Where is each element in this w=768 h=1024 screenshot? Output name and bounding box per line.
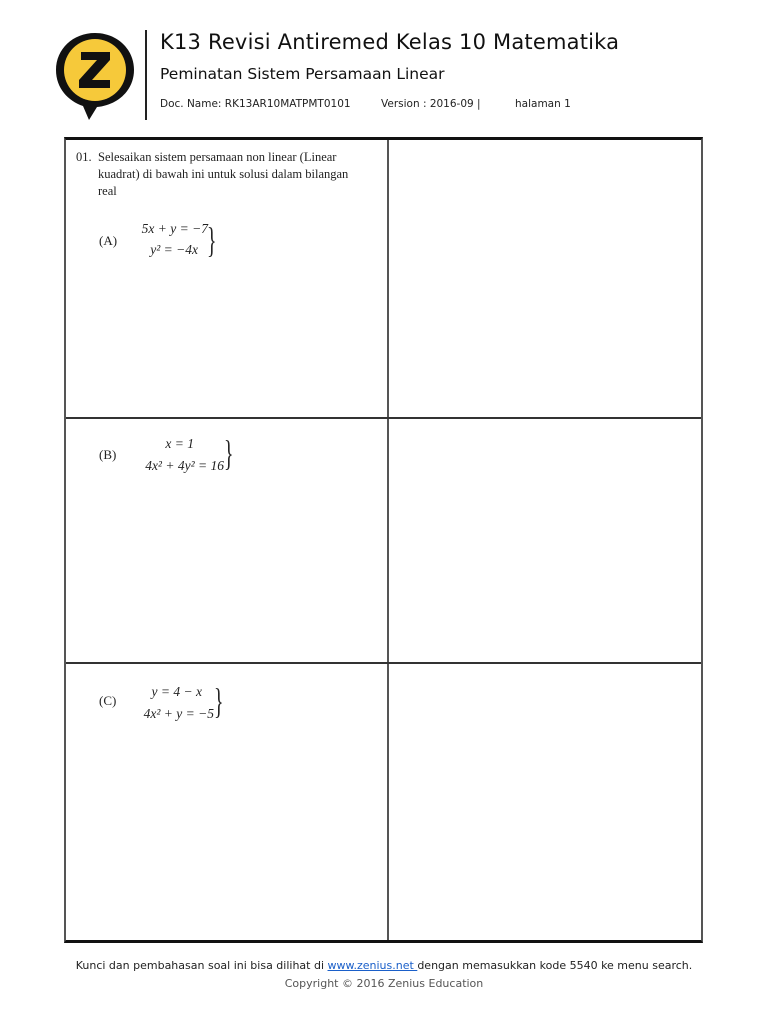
option-a-brace: }: [207, 220, 217, 260]
header-divider: [145, 30, 147, 120]
option-a-equation-2: y² = −4x: [150, 242, 198, 257]
doc-name: Doc. Name: RK13AR10MATPMT0101: [160, 98, 351, 110]
option-c-brace: }: [214, 681, 224, 721]
footer-text-after: dengan memasukkan kode 5540 ke menu search.: [417, 959, 693, 972]
question-number: 01.: [76, 150, 92, 164]
row-divider: [66, 417, 701, 419]
option-c-equation-2: 4x² + y = −5: [143, 706, 214, 721]
document-subtitle: Peminatan Sistem Persamaan Linear: [160, 65, 445, 83]
doc-version: Version : 2016-09 |: [381, 98, 481, 110]
footer-note: [0, 959, 768, 972]
document-title: K13 Revisi Antiremed Kelas 10 Matematika: [160, 30, 620, 54]
option-a-label: (A): [99, 233, 118, 248]
column-divider: [387, 140, 389, 940]
copyright: Copyright © 2016 Zenius Education: [284, 977, 484, 990]
document-meta: [160, 98, 571, 110]
footer-text-before: Kunci dan pembahasan soal ini bisa dilihat di: [75, 959, 328, 972]
row-divider: [66, 662, 701, 664]
question-text: Selesaikan sistem persamaan non linear (Linear kuadrat) di bawah ini untuk solusi dalam bilangan real: [98, 150, 349, 198]
option-b-equation-2: 4x² + 4y² = 16: [145, 458, 224, 473]
option-b-brace: }: [224, 433, 234, 473]
question-grid: [64, 137, 703, 943]
zenius-logo-icon: [53, 30, 137, 122]
zenius-link[interactable]: www.zenius.net: [327, 959, 418, 972]
zenius-logo: [53, 30, 137, 122]
option-b-label: (B): [99, 447, 117, 462]
option-c-label: (C): [99, 693, 117, 708]
option-a-equation-1: 5x + y = −7: [141, 221, 208, 236]
option-c-equation-1: y = 4 − x: [151, 684, 202, 699]
option-b-equation-1: x = 1: [165, 436, 194, 451]
page-number: halaman 1: [515, 98, 571, 110]
